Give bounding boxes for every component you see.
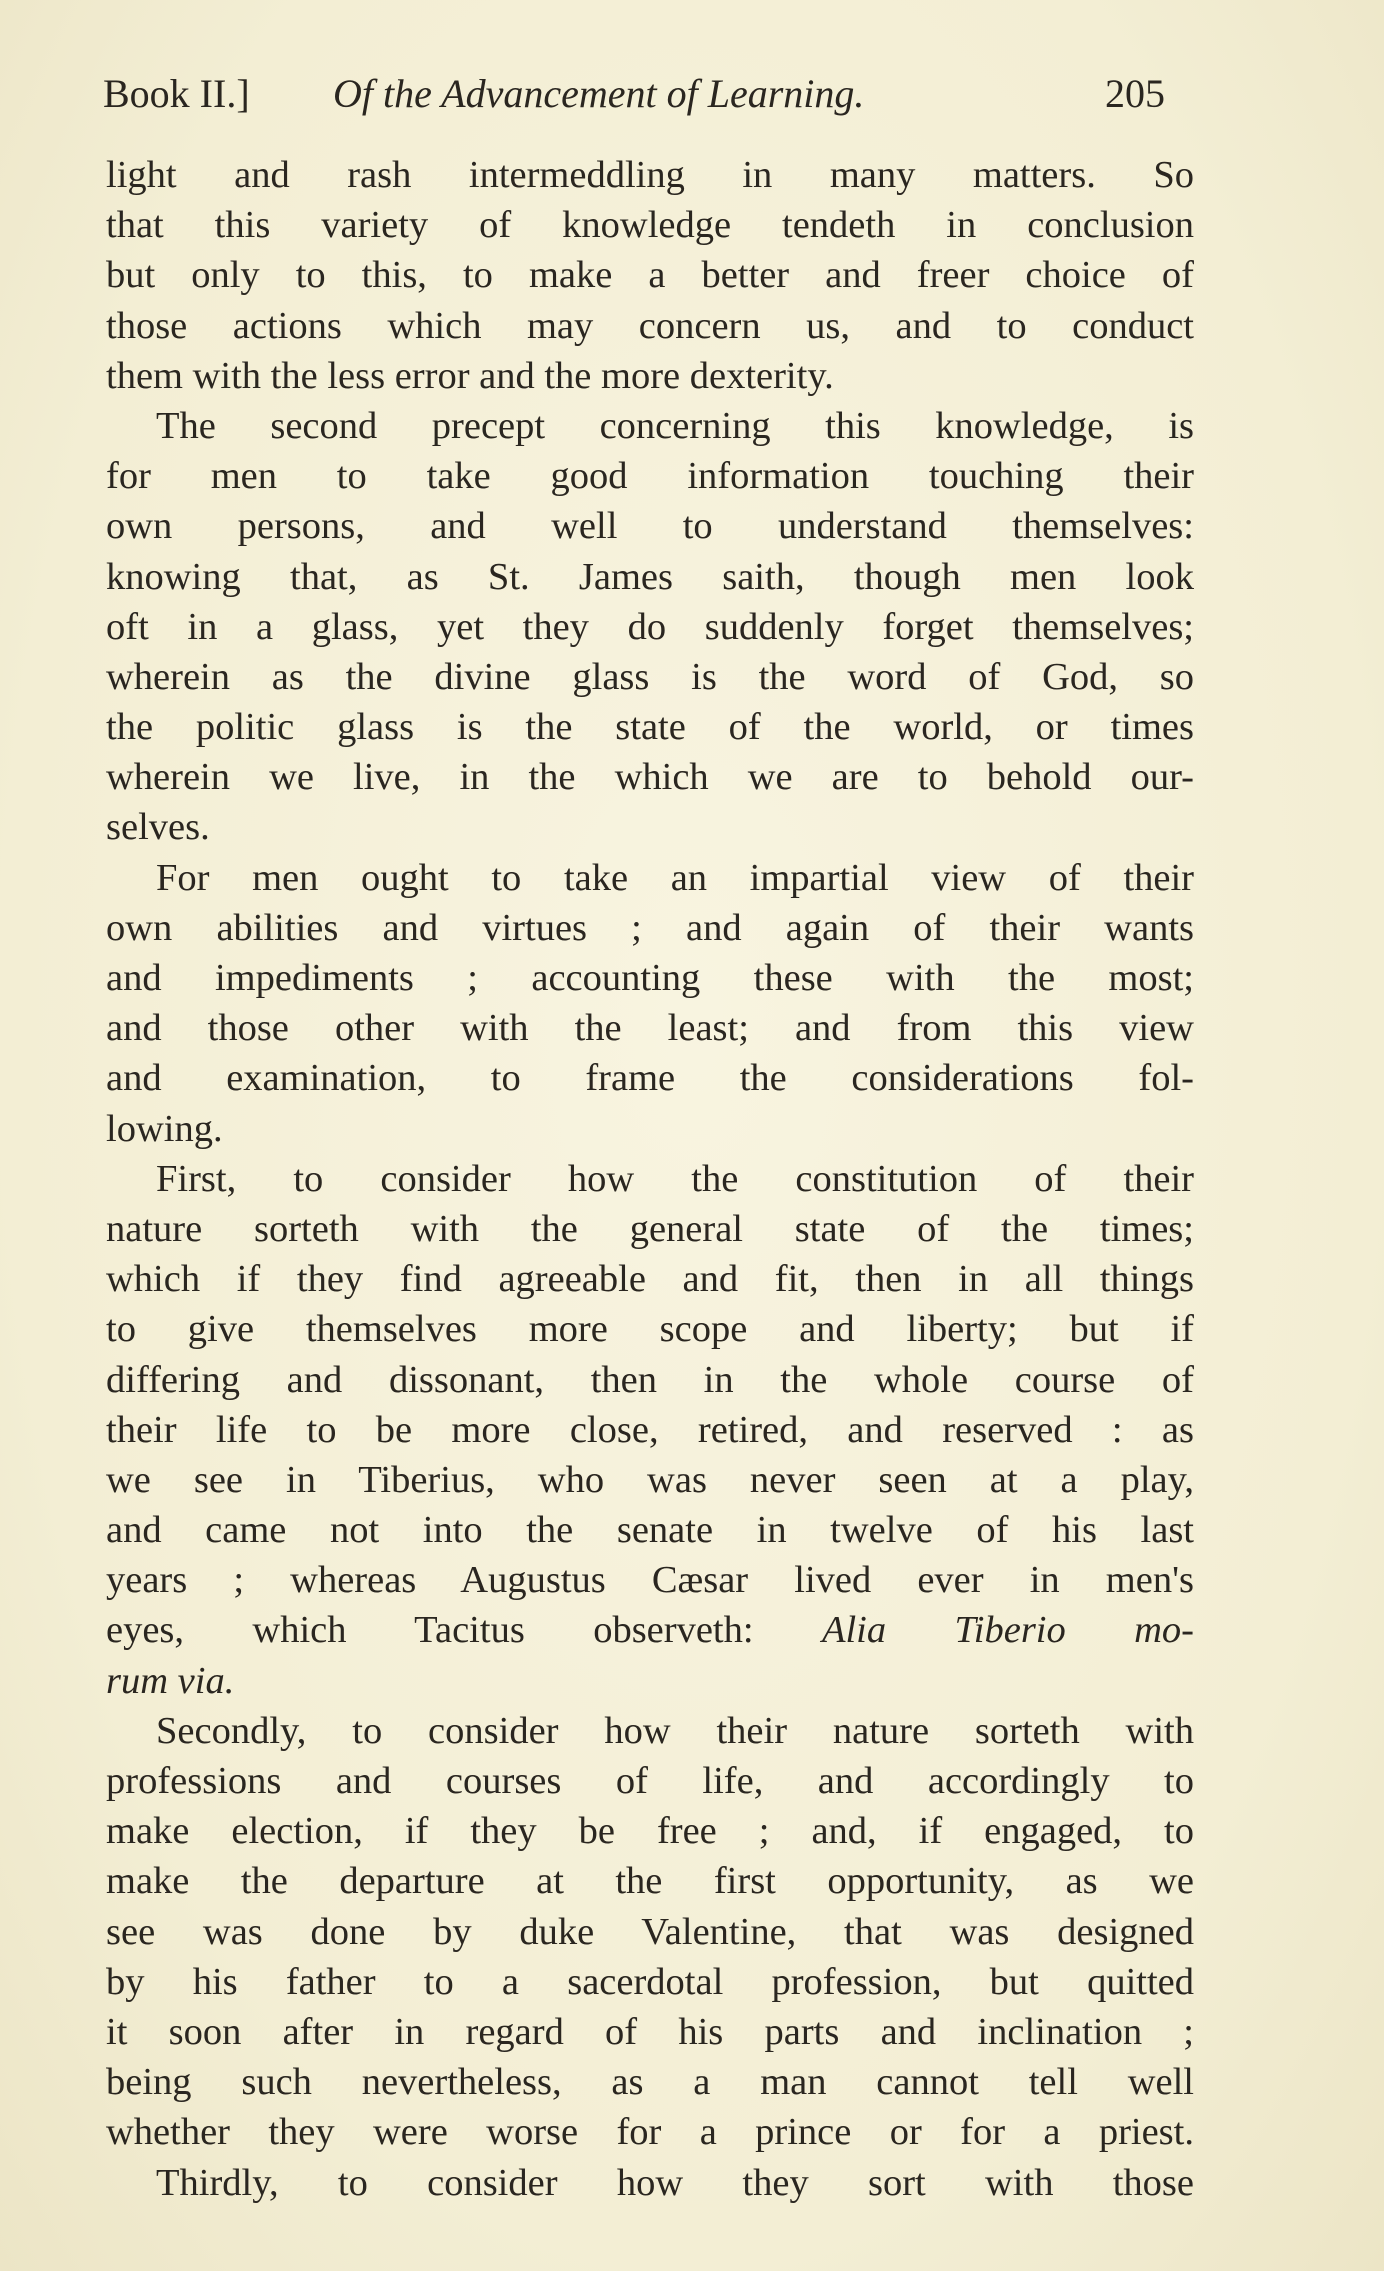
line-text: see was done by duke Valentine, that was designed [106, 1910, 1194, 1953]
line-text: years ; whereas Augustus Cæsar lived ever in men's [106, 1559, 1194, 1602]
line-text: it soon after in regard of his parts and inclination ; [106, 2010, 1194, 2053]
text-line [106, 953, 1194, 1003]
italic-quote: rum via. [106, 1659, 235, 1702]
text-line [106, 1806, 1194, 1856]
line-text: that this variety of knowledge tendeth in conclusion [106, 204, 1194, 247]
line-text: make the departure at the first opportunity, as we [106, 1860, 1194, 1903]
text-line [106, 1104, 1194, 1154]
text-line [106, 1756, 1194, 1806]
text-line [106, 1204, 1194, 1254]
line-text: for men to take good information touching their [106, 455, 1194, 498]
text-line [106, 1154, 1194, 1204]
text-line [106, 1555, 1194, 1605]
text-line [106, 602, 1194, 652]
line-text: own persons, and well to understand themselves: [106, 505, 1194, 548]
line-text: the politic glass is the state of the world, or times [106, 706, 1194, 749]
page-number: 205 [1105, 71, 1165, 116]
line-text: to give themselves more scope and liberty; but if [106, 1308, 1194, 1351]
line-text: First, to consider how the constitution of their [156, 1157, 1194, 1200]
running-title: Of the Advancement of Learning. [333, 71, 865, 116]
line-text: own abilities and virtues ; and again of their wants [106, 906, 1194, 949]
line-text: wherein we live, in the which we are to behold our- [106, 756, 1194, 799]
text-line [106, 752, 1194, 802]
line-text: but only to this, to make a better and freer choice of [106, 254, 1194, 297]
line-text: make election, if they be free ; and, if engaged, to [106, 1810, 1194, 1853]
text-line [106, 501, 1194, 551]
line-text: being such nevertheless, as a man cannot tell well [106, 2061, 1194, 2104]
text-line [106, 1505, 1194, 1555]
line-text: which if they find agreeable and fit, then in all things [106, 1258, 1194, 1301]
line-text: Thirdly, to consider how they sort with those [156, 2161, 1194, 2204]
text-line [106, 1907, 1194, 1957]
line-text: their life to be more close, retired, and reserved : as [106, 1408, 1194, 1451]
text-line [106, 1455, 1194, 1505]
text-line [106, 1304, 1194, 1354]
text-line [106, 802, 1194, 852]
line-text: and those other with the least; and from this view [106, 1007, 1194, 1050]
text-line [106, 200, 1194, 250]
text-line [106, 150, 1194, 200]
line-text: The second precept concerning this knowledge, is [156, 404, 1194, 447]
body-text [106, 150, 1194, 2208]
book-label: Book II.] [103, 71, 250, 116]
line-text: whether they were worse for a prince or for a priest. [106, 2111, 1194, 2154]
text-line [106, 1003, 1194, 1053]
text-line [106, 1405, 1194, 1455]
text-line [106, 451, 1194, 501]
line-text: selves. [106, 806, 210, 849]
line-text: wherein as the divine glass is the word of God, so [106, 655, 1194, 698]
text-line [106, 250, 1194, 300]
line-text: differing and dissonant, then in the whole course of [106, 1358, 1194, 1401]
text-line [106, 2107, 1194, 2157]
text-line [106, 351, 1194, 401]
text-line [106, 853, 1194, 903]
text-line [106, 652, 1194, 702]
text-line [106, 1254, 1194, 1304]
line-text: For men ought to take an impartial view of their [156, 856, 1194, 899]
line-text: and impediments ; accounting these with the most; [106, 957, 1194, 999]
line-text: Secondly, to consider how their nature sorteth with [156, 1709, 1194, 1752]
line-text: nature sorteth with the general state of the times; [106, 1207, 1194, 1250]
text-line [106, 301, 1194, 351]
line-text: and came not into the senate in twelve of his last [106, 1509, 1194, 1552]
line-text: lowing. [106, 1107, 223, 1150]
text-line [106, 1856, 1194, 1906]
text-line [106, 2158, 1194, 2208]
line-text: professions and courses of life, and accordingly to [106, 1760, 1194, 1802]
text-line [106, 1605, 1194, 1655]
line-text: them with the less error and the more dexterity. [106, 354, 834, 397]
text-line [106, 903, 1194, 953]
line-text: we see in Tiberius, who was never seen at a play, [106, 1458, 1194, 1501]
running-header [103, 70, 1165, 126]
line-text: light and rash intermeddling in many matters. So [106, 154, 1194, 196]
line-text: and examination, to frame the considerations fol- [106, 1057, 1194, 1100]
text-line [106, 702, 1194, 752]
line-text: knowing that, as St. James saith, though men look [106, 555, 1194, 598]
text-line [106, 1656, 1194, 1706]
line-text: oft in a glass, yet they do suddenly forget themselves; [106, 605, 1194, 648]
text-line [106, 401, 1194, 451]
text-line [106, 552, 1194, 602]
line-text: by his father to a sacerdotal profession, but quitted [106, 1960, 1194, 2003]
text-line [106, 1053, 1194, 1103]
text-line [106, 2007, 1194, 2057]
text-line [106, 1355, 1194, 1405]
italic-quote: Alia Tiberio mo- [821, 1609, 1194, 1652]
text-line [106, 2057, 1194, 2107]
text-line [106, 1706, 1194, 1756]
line-text: those actions which may concern us, and to conduct [106, 304, 1194, 347]
text-line [106, 1957, 1194, 2007]
line-text: eyes, which Tacitus observeth: [106, 1609, 822, 1652]
